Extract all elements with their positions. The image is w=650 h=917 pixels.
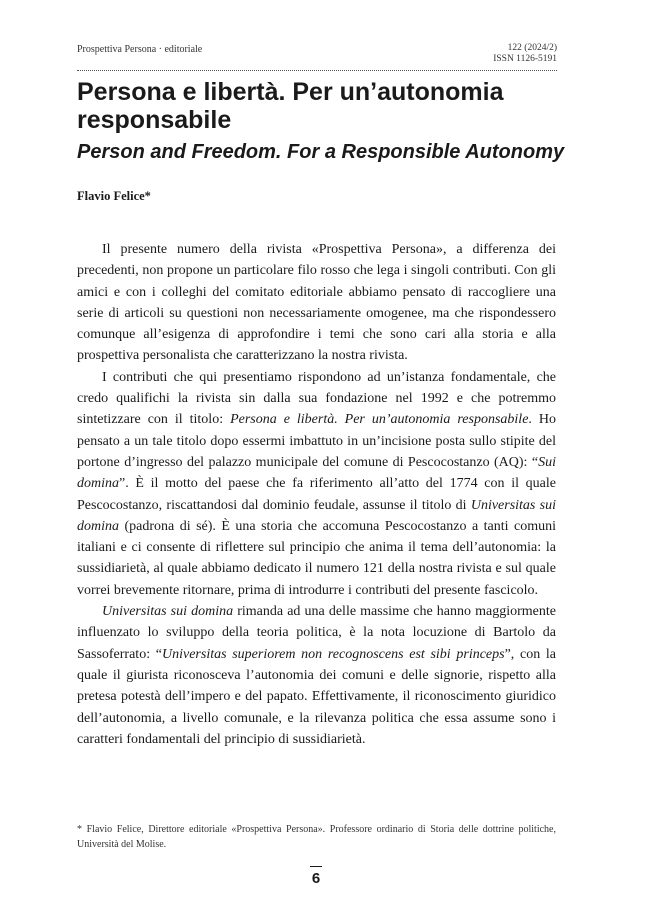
text-run: Il presente numero della rivista «Prospettiva Persona», a differenza dei precedenti, non propone un particolare filo rosso che lega i singoli contributi. Con gli amici e con i colleghi del comitato editoriale abbiamo pensato di raccogliere una serie di articoli su questioni non necessariamente omogenee, ma che rispondessero comunque all’esigenza di approfondire i temi che sono cari alla storia e alla prospettiva personalista che caratterizzano la nostra rivista. (77, 242, 556, 364)
article-body (77, 237, 556, 750)
text-run: ”, con la quale il giurista riconosceva l’autonomia dei comuni e delle signorie, rispetto alla pretesa potestà dell’impero e del papato. Effettivamente, il riconoscimento giuridico dell’autonomia, a livello comunale, e la rilevanza politica che essa assume sono i caratteri fondamentali del principio di sussidiarietà. (77, 646, 556, 747)
italic-text: Universitas superiorem non recognoscens est sibi princeps (162, 646, 505, 662)
italic-text: Universitas sui domina (77, 497, 556, 534)
article-title-english: Person and Freedom. For a Responsible Autonomy (77, 141, 565, 163)
issn: ISSN 1126-5191 (493, 54, 557, 64)
text-run: . Ho pensato a un tale titolo dopo essermi imbattuto in un’incisione posta sullo stipite del portone d’ingresso del palazzo municipale del comune di Pescocostanzo (AQ): “ (77, 412, 556, 470)
author-name: Flavio Felice* (77, 189, 151, 203)
author-footnote: * Flavio Felice, Direttore editoriale «Prospettiva Persona». Professore ordinario di Storia delle dottrine politiche, Università del Molise. (77, 824, 556, 850)
body-paragraph (77, 601, 556, 750)
article-title-italian: Persona e libertà. Per un’autonomia responsabile (77, 78, 504, 134)
journal-section-label: Prospettiva Persona · editoriale (77, 44, 203, 55)
page-number: 6 (311, 870, 321, 887)
italic-text: Persona e libertà. Per un’autonomia responsabile (230, 412, 529, 428)
italic-text: Sui domina (77, 454, 556, 492)
italic-text: Universitas sui domina (102, 604, 234, 620)
text-run: (padrona di sé). È una storia che accomuna Pescocostanzo a tanti comuni italiani e ci consente di riflettere sul principio che anima il tema dell’autonomia: la sussidiarietà, al quale abbiamo dedicato il numero 121 della nostra rivista e sul quale vorrei brevemente ritornare, prima di introdurre i contributi del presente fascicolo. (77, 518, 556, 598)
text-run: I contributi che qui presentiamo rispondono ad un’istanza fondamentale, che credo qualifichi la rivista sin dalla sua fondazione nel 1992 e che potremmo sintetizzare con il titolo: (77, 369, 556, 428)
running-header (77, 40, 557, 74)
issue-info (493, 43, 557, 65)
issue-number: 122 (2024/2) (507, 43, 557, 53)
text-run: rimanda ad una delle massime che hanno maggiormente influenzato lo sviluppo della teoria politica, è la nota locuzione di Bartolo da Sassoferrato: “ (77, 604, 556, 662)
body-paragraph (77, 239, 556, 367)
text-run: ”. È il motto del paese che fa riferimento all’atto del 1774 con il quale Pescocostanzo, riscattandosi dal dominio feudale, assunse il titolo di (77, 476, 556, 513)
body-paragraph (77, 367, 556, 601)
page-number-mark (310, 866, 322, 867)
header-divider (77, 70, 557, 71)
